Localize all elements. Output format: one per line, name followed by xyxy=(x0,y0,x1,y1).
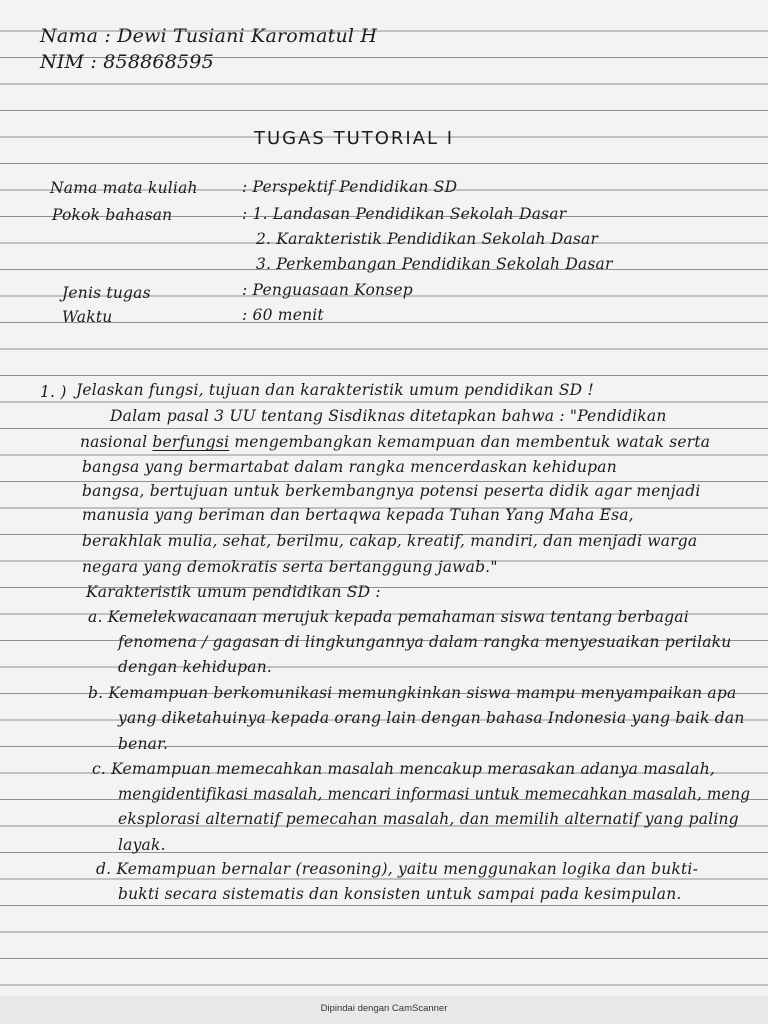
item-c-line-3: eksplorasi alternatif pemecahan masalah, dan memilih alternatif yang paling xyxy=(118,810,739,828)
answer-line-2 xyxy=(80,435,710,451)
info-value-jenis-tugas: : Penguasaan Konsep xyxy=(242,281,413,299)
info-value-mata-kuliah: : Perspektif Pendidikan SD xyxy=(242,178,458,196)
info-value-pokok-bahasan-2: 2. Karakteristik Pendidikan Sekolah Dasar xyxy=(256,230,599,248)
info-value-pokok-bahasan-3: 3. Perkembangan Pendidikan Sekolah Dasar xyxy=(256,255,613,273)
item-d-line-2: bukti secara sistematis dan konsisten untuk sampai pada kesimpulan. xyxy=(118,885,682,903)
page-title: TUGAS TUTORIAL I xyxy=(254,128,455,149)
info-label-pokok-bahasan: Pokok bahasan xyxy=(52,206,173,224)
answer-line-6: berakhlak mulia, sehat, berilmu, cakap, kreatif, mandiri, dan menjadi warga xyxy=(82,532,698,550)
name-line: Nama : Dewi Tusiani Karomatul H xyxy=(40,25,378,47)
answer-line-2-prefix: nasional xyxy=(80,433,148,451)
info-label-mata-kuliah: Nama mata kuliah xyxy=(50,179,198,197)
answer-line-2-suffix: mengembangkan kemampuan dan membentuk watak serta xyxy=(234,433,711,451)
item-a-line-3: dengan kehidupan. xyxy=(118,658,273,676)
info-label-waktu: Waktu xyxy=(62,308,113,326)
info-value-pokok-bahasan-1: : 1. Landasan Pendidikan Sekolah Dasar xyxy=(242,205,567,223)
scanner-watermark: Dipindai dengan CamScanner xyxy=(320,1003,448,1014)
question-text: Jelaskan fungsi, tujuan dan karakteristik umum pendidikan SD ! xyxy=(76,381,594,399)
item-c-line-2: mengidentifikasi masalah, mencari informasi untuk memecahkan masalah, meng xyxy=(118,785,751,803)
underlined-word: berfungsi xyxy=(152,433,230,451)
nim-line: NIM : 858868595 xyxy=(40,51,214,73)
item-b-line-3: benar. xyxy=(118,735,169,753)
answer-line-1: Dalam pasal 3 UU tentang Sisdiknas ditetapkan bahwa : "Pendidikan xyxy=(110,407,667,425)
item-c-line-4: layak. xyxy=(118,836,166,854)
answer-line-7: negara yang demokratis serta bertanggung jawab." xyxy=(82,558,498,576)
item-b-line-1: b. Kemampuan berkomunikasi memungkinkan siswa mampu menyampaikan apa xyxy=(88,684,737,702)
item-a-line-1: a. Kemelekwacanaan merujuk kepada pemahaman siswa tentang berbagai xyxy=(88,608,689,626)
question-number: 1. ) xyxy=(40,383,67,401)
answer-line-4: bangsa, bertujuan untuk berkembangnya potensi peserta didik agar menjadi xyxy=(82,482,701,500)
item-a-line-2: fenomena / gagasan di lingkungannya dalam rangka menyesuaikan perilaku xyxy=(118,633,732,651)
characteristics-heading: Karakteristik umum pendidikan SD : xyxy=(86,583,381,601)
item-b-line-2: yang diketahuinya kepada orang lain dengan bahasa Indonesia yang baik dan xyxy=(118,709,745,727)
item-c-line-1: c. Kemampuan memecahkan masalah mencakup merasakan adanya masalah, xyxy=(92,760,716,778)
answer-line-3: bangsa yang bermartabat dalam rangka mencerdaskan kehidupan xyxy=(82,458,617,476)
info-label-jenis-tugas: Jenis tugas xyxy=(62,284,151,302)
answer-line-5: manusia yang beriman dan bertaqwa kepada Tuhan Yang Maha Esa, xyxy=(82,506,634,524)
item-d-line-1: d. Kemampuan bernalar (reasoning), yaitu menggunakan logika dan bukti- xyxy=(96,860,699,878)
info-value-waktu: : 60 menit xyxy=(242,306,324,324)
